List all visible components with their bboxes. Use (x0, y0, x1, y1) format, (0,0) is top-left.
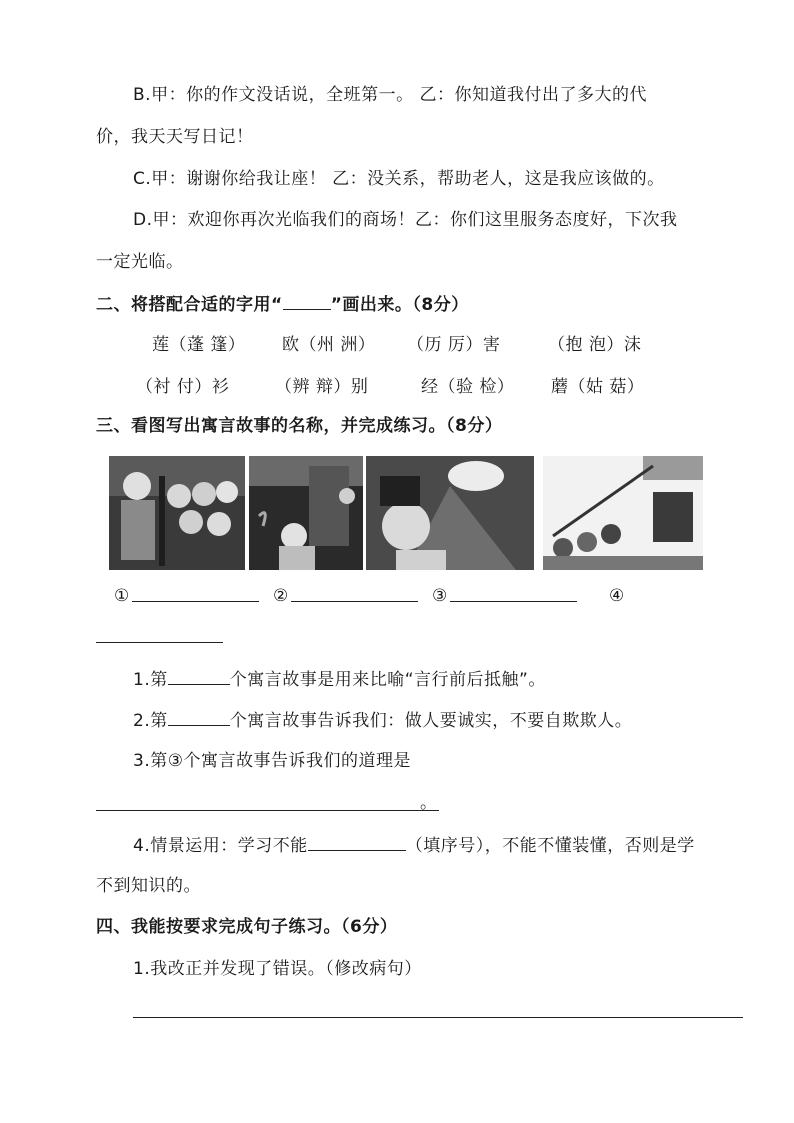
q4-blank[interactable] (308, 832, 406, 851)
word-pair-4[interactable]: （抱 泡）沫 (548, 335, 642, 355)
answer-marker-2: ② (273, 586, 289, 606)
answer-blank-4[interactable] (96, 642, 223, 643)
answer-marker-1: ① (114, 586, 130, 606)
option-d-line2: 一定光临。 (96, 252, 184, 272)
word-pair-6[interactable]: （辨 辩）别 (275, 377, 369, 397)
q4-prefix: 4.情景运用：学习不能 (133, 836, 308, 856)
question-4-1: 1.我改正并发现了错误。（修改病句） (133, 959, 422, 979)
q1-blank[interactable] (168, 666, 230, 685)
q3-answer-line[interactable] (96, 810, 439, 811)
word-pair-3[interactable]: （历 厉）害 (407, 335, 501, 355)
section2-title-end: ”画出来。（8分） (330, 295, 469, 315)
q4-1-answer-line[interactable] (133, 1017, 743, 1018)
option-b-line2: 价，我天天写日记！ (96, 127, 254, 147)
section3-title: 三、看图写出寓言故事的名称，并完成练习。（8分） (96, 416, 503, 436)
section2-title-start: 二、将搭配合适的字用“ (96, 295, 283, 315)
word-pair-7[interactable]: 经（验 检） (421, 377, 515, 397)
answer-marker-3: ③ (432, 586, 448, 606)
q3-end-mark: 。 (420, 793, 438, 813)
fable-picture-4 (543, 456, 703, 570)
option-d-line1: D.甲：欢迎你再次光临我们的商场！乙：你们这里服务态度好，下次我 (133, 210, 678, 230)
fable-picture-3 (366, 456, 534, 570)
word-pair-5[interactable]: （衬 付）衫 (136, 377, 230, 397)
word-pair-1[interactable]: 莲（蓬 篷） (152, 335, 246, 355)
answer-blank-3[interactable] (450, 601, 577, 602)
question-3-4-cont: 不到知识的。 (96, 876, 201, 896)
word-pair-8[interactable]: 蘑（姑 菇） (551, 377, 645, 397)
word-pair-2[interactable]: 欧（州 洲） (282, 335, 376, 355)
answer-blank-2[interactable] (291, 601, 418, 602)
answer-marker-4: ④ (609, 586, 625, 606)
question-3-4 (133, 832, 695, 858)
q2-blank[interactable] (168, 707, 230, 726)
q2-prefix: 2.第 (133, 711, 168, 731)
question-3-1 (133, 666, 546, 692)
q1-prefix: 1.第 (133, 670, 168, 690)
section4-title: 四、我能按要求完成句子练习。（6分） (96, 917, 398, 937)
fable-picture-1 (109, 456, 245, 570)
q2-suffix: 个寓言故事告诉我们：做人要诚实，不要自欺欺人。 (229, 711, 633, 731)
q1-suffix: 个寓言故事是用来比喻“言行前后抵触”。 (229, 670, 546, 690)
question-3-3: 3.第③个寓言故事告诉我们的道理是 (133, 751, 411, 771)
option-c-line: C.甲：谢谢你给我让座！ 乙：没关系，帮助老人，这是我应该做的。 (133, 169, 665, 189)
underline-sample (283, 291, 331, 310)
option-b-line1: B.甲：你的作文没话说，全班第一。 乙：你知道我付出了多大的代 (133, 85, 647, 105)
answer-blank-1[interactable] (132, 601, 259, 602)
section2-title (96, 291, 469, 317)
question-3-2 (133, 707, 632, 733)
q4-suffix: （填序号），不能不懂装懂，否则是学 (405, 836, 695, 856)
fable-picture-2 (249, 456, 363, 570)
